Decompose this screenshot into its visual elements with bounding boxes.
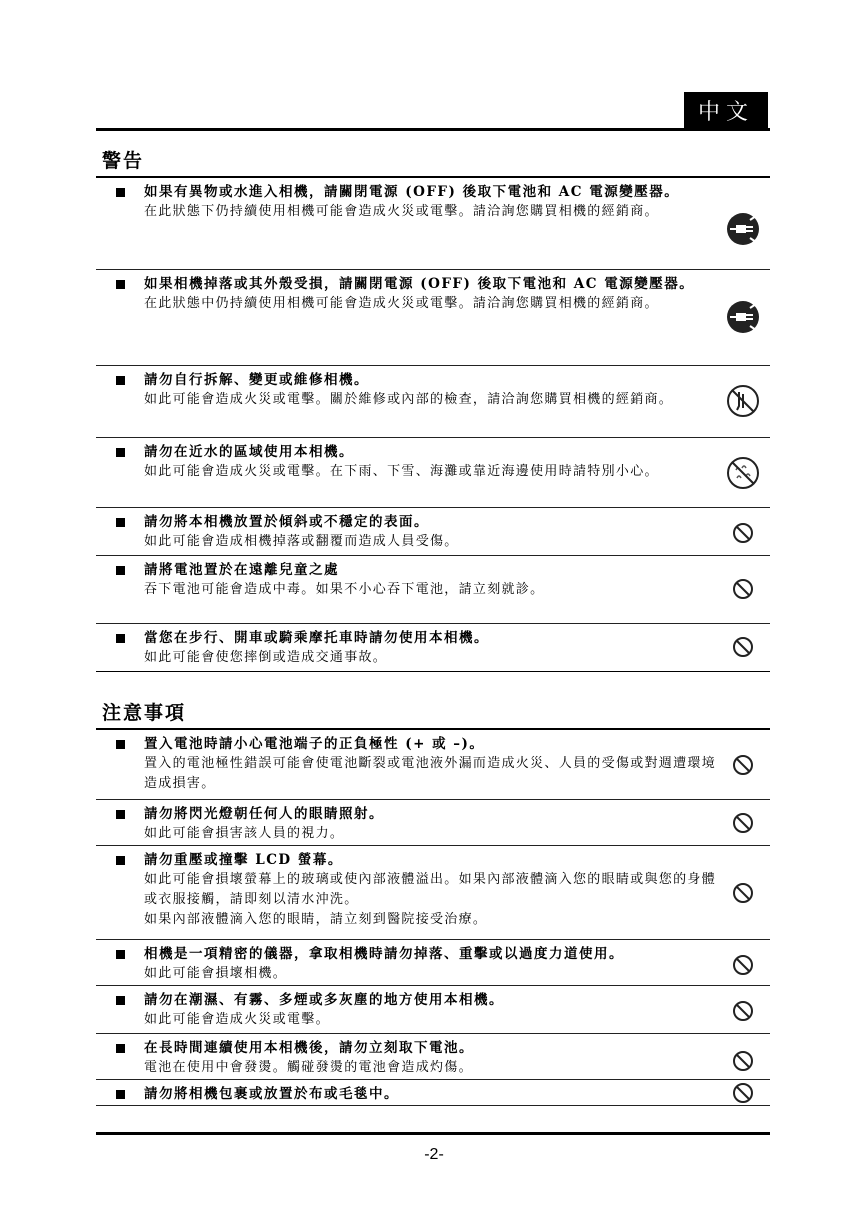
bullet-icon	[116, 740, 125, 749]
item-title: 如果相機掉落或其外殼受損，請關閉電源 (OFF) 後取下電池和 AC 電源變壓器。	[144, 276, 695, 292]
warning-item	[96, 624, 770, 672]
item-body: 如此可能會造成火災或電擊。在下雨、下雪、海灘或靠近海邊使用時請特別小心。	[144, 464, 659, 479]
prohibited-icon	[726, 948, 760, 982]
item-body: 如此可能會造成火災或電擊。關於維修或內部的檢查，請洽詢您購買相機的經銷商。	[144, 392, 674, 407]
no-disassembly-icon	[726, 384, 760, 418]
item-body: 在此狀態下仍持續使用相機可能會造成火災或電擊。請洽詢您購買相機的經銷商。	[144, 204, 659, 219]
bullet-icon	[116, 376, 125, 385]
unplug-icon	[726, 212, 760, 246]
item-title: 相機是一項精密的儀器，拿取相機時請勿掉落、重擊或以過度力道使用。	[144, 946, 624, 962]
no-water-icon	[726, 456, 760, 490]
bullet-icon	[116, 1090, 125, 1099]
bullet-icon	[116, 518, 125, 527]
item-body-extra: 如果內部液體滴入您的眼睛，請立刻到醫院接受治療。	[144, 912, 488, 927]
bullet-icon	[116, 856, 125, 865]
item-title: 如果有異物或水進入相機，請關閉電源 (OFF) 後取下電池和 AC 電源變壓器。	[144, 184, 680, 200]
item-title: 請勿將閃光燈朝任何人的眼睛照射。	[144, 806, 384, 822]
prohibited-icon	[726, 806, 760, 840]
item-body: 電池在使用中會發燙。觸碰發燙的電池會造成灼傷。	[144, 1060, 473, 1075]
unplug-icon	[726, 300, 760, 334]
page-number: -2-	[424, 1146, 444, 1163]
caution-item	[96, 1034, 770, 1080]
bullet-icon	[116, 810, 125, 819]
language-tab: 中文	[684, 92, 768, 128]
bullet-icon	[116, 448, 125, 457]
item-title: 置入電池時請小心電池端子的正負極性 (+ 或 –)。	[144, 736, 485, 752]
item-body: 如此可能會損壞螢幕上的玻璃或使內部液體溢出。如果內部液體滴入您的眼睛或與您的身體或衣服接觸，請即刻以清水沖洗。	[144, 872, 717, 907]
caution-item	[96, 800, 770, 846]
bullet-icon	[116, 1044, 125, 1053]
bullet-icon	[116, 634, 125, 643]
caution-item	[96, 986, 770, 1034]
item-title: 請將電池置於在遠離兒童之處	[144, 562, 339, 578]
item-body: 如此可能會造成火災或電擊。	[144, 1012, 330, 1027]
warning-item	[96, 508, 770, 556]
caution-item	[96, 1080, 770, 1106]
item-body: 在此狀態中仍持續使用相機可能會造成火災或電擊。請洽詢您購買相機的經銷商。	[144, 296, 659, 311]
bullet-icon	[116, 280, 125, 289]
caution-title: 注意事項	[102, 702, 187, 724]
item-title: 請勿在近水的區域使用本相機。	[144, 444, 354, 460]
warning-item	[96, 270, 770, 366]
caution-item	[96, 846, 770, 940]
bullet-icon	[116, 188, 125, 197]
prohibited-icon	[726, 630, 760, 664]
item-title: 請勿在潮濕、有霧、多煙或多灰塵的地方使用本相機。	[144, 992, 504, 1008]
item-title: 在長時間連續使用本相機後，請勿立刻取下電池。	[144, 1040, 474, 1056]
bullet-icon	[116, 950, 125, 959]
prohibited-icon	[726, 516, 760, 550]
prohibited-icon	[726, 748, 760, 782]
item-title: 請勿將本相機放置於傾斜或不穩定的表面。	[144, 514, 429, 530]
item-body: 如此可能會使您摔倒或造成交通事故。	[144, 650, 388, 665]
item-body: 吞下電池可能會造成中毒。如果不小心吞下電池，請立刻就診。	[144, 582, 545, 597]
warning-title: 警告	[102, 150, 145, 172]
prohibited-icon	[726, 876, 760, 910]
item-body: 如此可能會損害該人員的視力。	[144, 826, 345, 841]
caution-item	[96, 940, 770, 986]
prohibited-icon	[726, 1076, 760, 1110]
bullet-icon	[116, 566, 125, 575]
footer-rule	[96, 1132, 770, 1135]
item-title: 請勿自行拆解、變更或維修相機。	[144, 372, 369, 388]
header-rule	[96, 128, 770, 131]
warning-item	[96, 556, 770, 624]
item-title: 請勿重壓或撞擊 LCD 螢幕。	[144, 852, 343, 868]
item-title: 當您在步行、開車或騎乘摩托車時請勿使用本相機。	[144, 630, 489, 646]
warning-item	[96, 178, 770, 270]
item-title: 請勿將相機包裹或放置於布或毛毯中。	[144, 1086, 399, 1102]
bullet-icon	[116, 996, 125, 1005]
warning-section	[96, 146, 770, 672]
warning-item	[96, 366, 770, 438]
caution-section	[96, 698, 770, 1106]
prohibited-icon	[726, 572, 760, 606]
item-body: 如此可能會造成相機掉落或翻覆而造成人員受傷。	[144, 534, 459, 549]
prohibited-icon	[726, 994, 760, 1028]
warning-item	[96, 438, 770, 508]
prohibited-icon	[726, 1044, 760, 1078]
item-body: 置入的電池極性錯誤可能會使電池斷裂或電池液外漏而造成火災、人員的受傷或對週遭環境造成損害。	[144, 756, 717, 791]
item-body: 如此可能會損壞相機。	[144, 966, 288, 981]
caution-item	[96, 730, 770, 800]
